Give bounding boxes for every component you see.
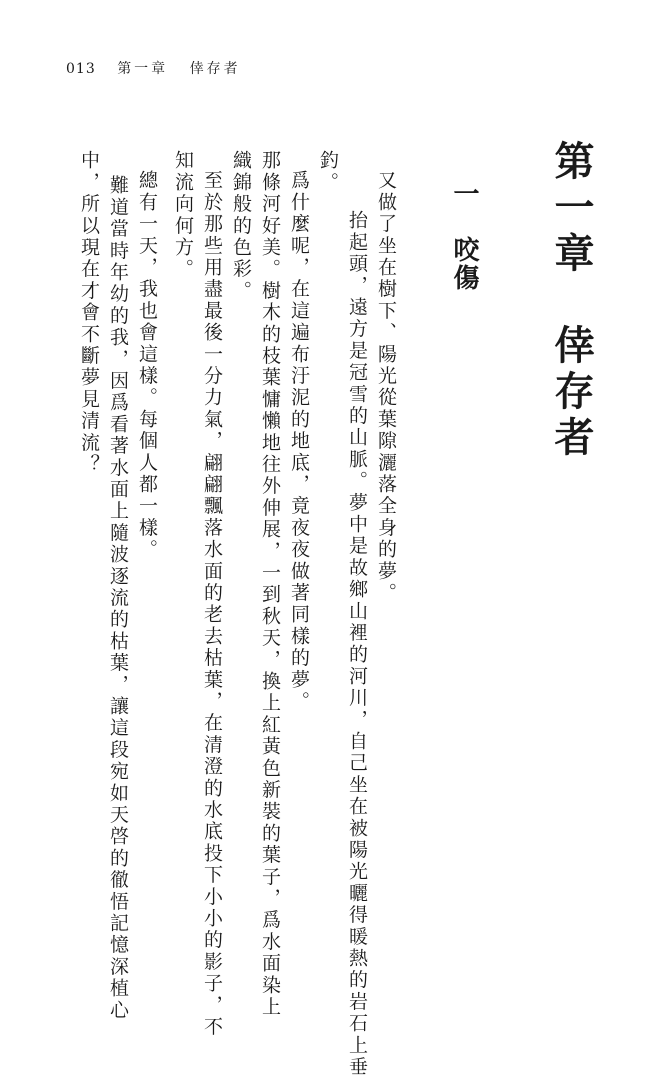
body-line: 又做了坐在樹下、陽光從葉隙灑落全身的夢。 <box>375 170 397 604</box>
running-head <box>66 58 241 78</box>
page-number: 013 <box>66 61 96 77</box>
running-head-title: 倖存者 <box>189 61 241 77</box>
chapter-title: 第一章 倖存者 <box>548 140 595 462</box>
body-line: 至於那些用盡最後一分力氣，翩翩飄落水面的老去枯葉，在清澄的水底投下小小的影子，不 <box>201 170 223 1038</box>
body-line: 織錦般的色彩。 <box>230 150 252 302</box>
running-head-chapter: 第一章 <box>117 61 169 77</box>
body-line: 總有一天，我也會這樣。每個人都一樣。 <box>136 170 158 561</box>
body-line: 那條河好美。樹木的枝葉慵懶地往外伸展，一到秋天，換上紅黃色新裝的葉子，爲水面染上 <box>259 150 281 1018</box>
body-line: 爲什麼呢，在這遍布汙泥的地底，竟夜夜做著同樣的夢。 <box>288 170 310 713</box>
body-line: 中，所以現在才會不斷夢見清流？ <box>78 150 100 476</box>
body-line: 知流向何方。 <box>172 150 194 281</box>
body-line: 釣。 <box>317 150 339 194</box>
body-line: 難道當時年幼的我，因爲看著水面上隨波逐流的枯葉，讓這段宛如天啓的徹悟記憶深植心 <box>107 175 129 1022</box>
section-title: 一 咬傷 <box>449 180 479 292</box>
body-line: 抬起頭，遠方是冠雪的山脈。夢中是故鄉山裡的河川，自己坐在被陽光曬得暖熱的岩石上垂 <box>346 210 368 1078</box>
